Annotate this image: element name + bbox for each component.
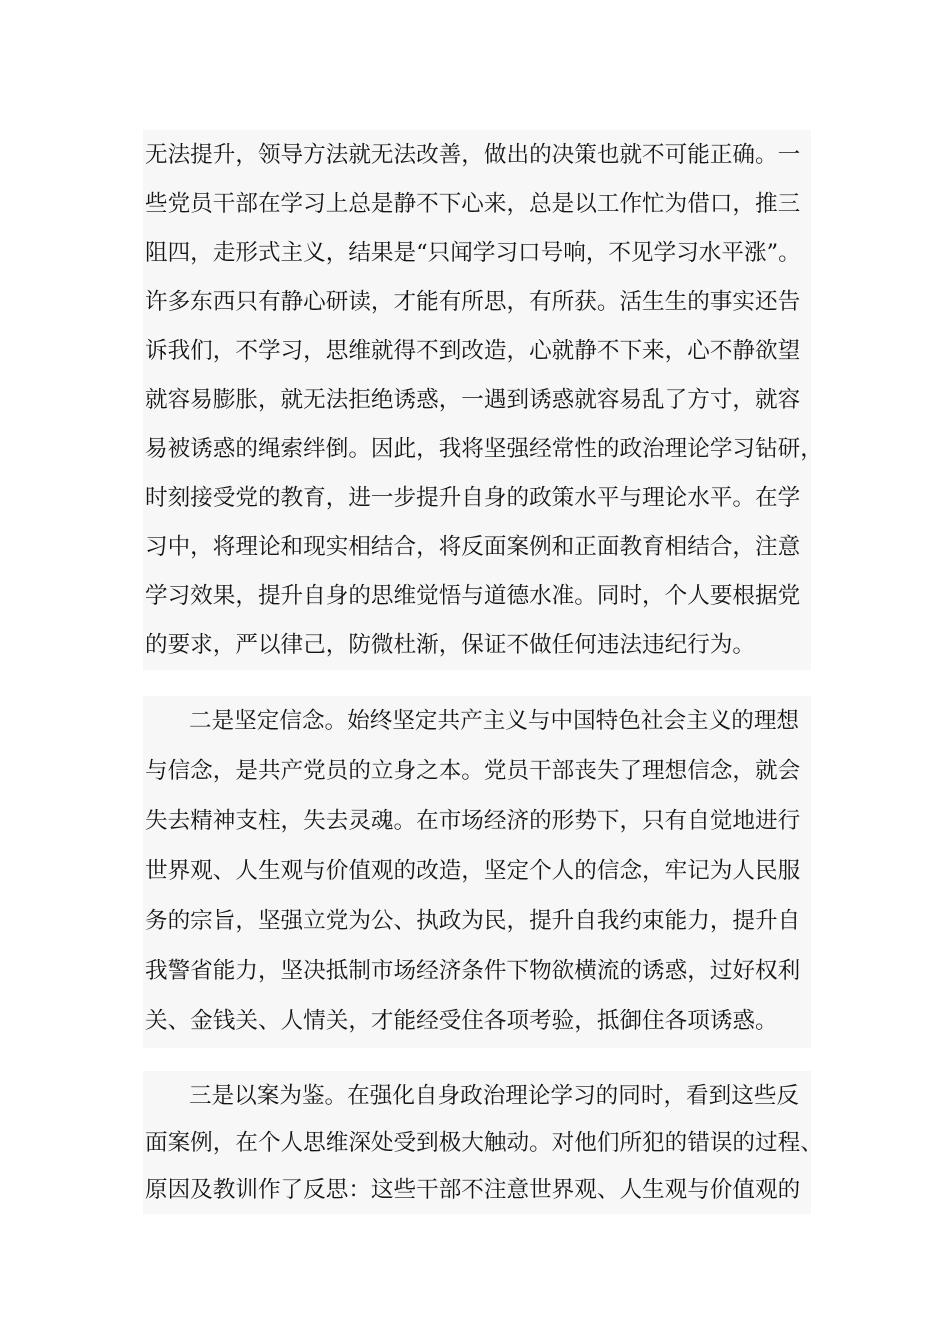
- text-line: 原因及教训作了反思：这些干部不注意世界观、人生观与价值观的: [145, 1177, 801, 1203]
- text-line: 习中，将理论和现实相结合，将反面案例和正面教育相结合，注意: [145, 534, 801, 560]
- text-line: 易被诱惑的绳索绊倒。因此，我将坚强经常性的政治理论学习钻研，: [145, 436, 823, 462]
- text-line: 时刻接受党的教育，进一步提升自身的政策水平与理论水平。在学: [145, 485, 801, 511]
- text-line: 失去精神支柱，失去灵魂。在市场经济的形势下，只有自觉地进行: [145, 808, 801, 834]
- text-line: 面案例，在个人思维深处受到极大触动。对他们所犯的错误的过程、: [145, 1130, 823, 1156]
- text-line: 些党员干部在学习上总是静不下心来，总是以工作忙为借口，推三: [145, 191, 801, 217]
- text-line: 我警省能力，坚决抵制市场经济条件下物欲横流的诱惑，过好权利: [145, 958, 801, 984]
- text-line: 无法提升，领导方法就无法改善，做出的决策也就不可能正确。一: [145, 142, 801, 168]
- text-line: 务的宗旨，坚强立党为公、执政为民，提升自我约束能力，提升自: [145, 908, 801, 934]
- text-line: 与信念，是共产党员的立身之本。党员干部丧失了理想信念，就会: [145, 758, 801, 784]
- text-line: 三是以案为鉴。在强化自身政治理论学习的同时，看到这些反: [189, 1083, 800, 1109]
- text-line: 关、金钱关、人情关，才能经受住各项考验，抵御住各项诱惑。: [145, 1008, 778, 1034]
- text-line: 世界观、人生观与价值观的改造，坚定个人的信念，牢记为人民服: [145, 858, 801, 884]
- text-line: 二是坚定信念。始终坚定共产主义与中国特色社会主义的理想: [189, 708, 800, 734]
- text-line: 就容易膨胀，就无法拒绝诱惑，一遇到诱惑就容易乱了方寸，就容: [145, 387, 801, 413]
- text-line: 阻四，走形式主义，结果是“只闻学习口号响，不见学习水平涨”。: [145, 240, 801, 266]
- text-line: 许多东西只有静心研读，才能有所思，有所获。活生生的事实还告: [145, 289, 801, 315]
- text-line: 诉我们，不学习，思维就得不到改造，心就静不下来，心不静欲望: [145, 338, 801, 364]
- text-line: 的要求，严以律己，防微杜渐，保证不做任何违法违纪行为。: [145, 632, 756, 658]
- text-line: 学习效果，提升自身的思维觉悟与道德水准。同时，个人要根据党: [145, 583, 801, 609]
